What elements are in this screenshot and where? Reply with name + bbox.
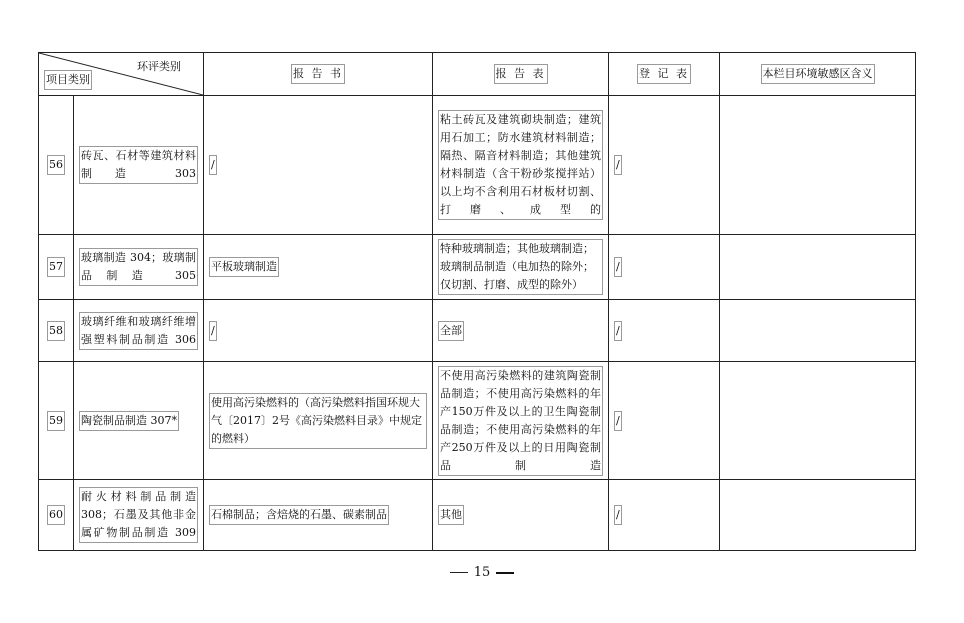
report-form-cell: 其他 — [433, 480, 609, 551]
table-row — [39, 480, 916, 551]
table-row — [39, 300, 916, 362]
page-footer — [0, 565, 964, 580]
report-book-cell: 平板玻璃制造 — [204, 235, 433, 300]
table-row — [39, 362, 916, 480]
project-category: 玻璃制造 304；玻璃制品制造 305 — [74, 235, 204, 300]
row-number: 60 — [39, 480, 74, 551]
table-row — [39, 96, 916, 235]
registration-cell: / — [609, 96, 720, 235]
col-registration: 登 记 表 — [609, 53, 720, 96]
registration-cell: / — [609, 362, 720, 480]
col-report-form: 报 告 表 — [433, 53, 609, 96]
report-book-cell: / — [204, 300, 433, 362]
env-category-label: 环评类别 — [137, 60, 181, 73]
project-category-label: 项目类别 — [44, 70, 92, 90]
header-row — [39, 53, 916, 96]
row-number: 59 — [39, 362, 74, 480]
sensitive-cell — [720, 96, 916, 235]
sensitive-cell — [720, 235, 916, 300]
registration-cell: / — [609, 480, 720, 551]
report-form-cell: 全部 — [433, 300, 609, 362]
row-number: 58 — [39, 300, 74, 362]
registration-cell: / — [609, 235, 720, 300]
footer-dash-right — [496, 572, 514, 574]
row-number: 56 — [39, 96, 74, 235]
col-sensitive: 本栏目环境敏感区含义 — [720, 53, 916, 96]
sensitive-cell — [720, 362, 916, 480]
project-category: 砖瓦、石材等建筑材料制造 303 — [74, 96, 204, 235]
sensitive-cell — [720, 300, 916, 362]
classification-table — [38, 52, 916, 551]
report-book-cell: / — [204, 96, 433, 235]
report-book-cell: 石棉制品；含焙烧的石墨、碳素制品 — [204, 480, 433, 551]
footer-dash-left — [450, 572, 468, 573]
diagonal-header-cell — [39, 53, 204, 96]
sensitive-cell — [720, 480, 916, 551]
report-form-cell: 不使用高污染燃料的建筑陶瓷制品制造；不使用高污染燃料的年产150万件及以上的卫生陶瓷制品制造；不使用高污染燃料的年产250万件及以上的日用陶瓷制品制造 — [433, 362, 609, 480]
table-row — [39, 235, 916, 300]
project-category: 耐火材料制品制造 308；石墨及其他非金属矿物制品制造 309 — [74, 480, 204, 551]
report-form-cell: 粘土砖瓦及建筑砌块制造；建筑用石加工；防水建筑材料制造；隔热、隔音材料制造；其他建筑材料制造（含干粉砂浆搅拌站）以上均不含利用石材板材切割、打磨、成型的 — [433, 96, 609, 235]
page-number: 15 — [473, 565, 491, 580]
row-number: 57 — [39, 235, 74, 300]
project-category: 陶瓷制品制造 307* — [74, 362, 204, 480]
report-book-cell: 使用高污染燃料的（高污染燃料指国环规大气〔2017〕2号《高污染燃料目录》中规定的燃料） — [204, 362, 433, 480]
project-category: 玻璃纤维和玻璃纤维增强塑料制品制造 306 — [74, 300, 204, 362]
report-form-cell: 特种玻璃制造；其他玻璃制造；玻璃制品制造（电加热的除外；仅切割、打磨、成型的除外） — [433, 235, 609, 300]
registration-cell: / — [609, 300, 720, 362]
col-report-book: 报 告 书 — [204, 53, 433, 96]
